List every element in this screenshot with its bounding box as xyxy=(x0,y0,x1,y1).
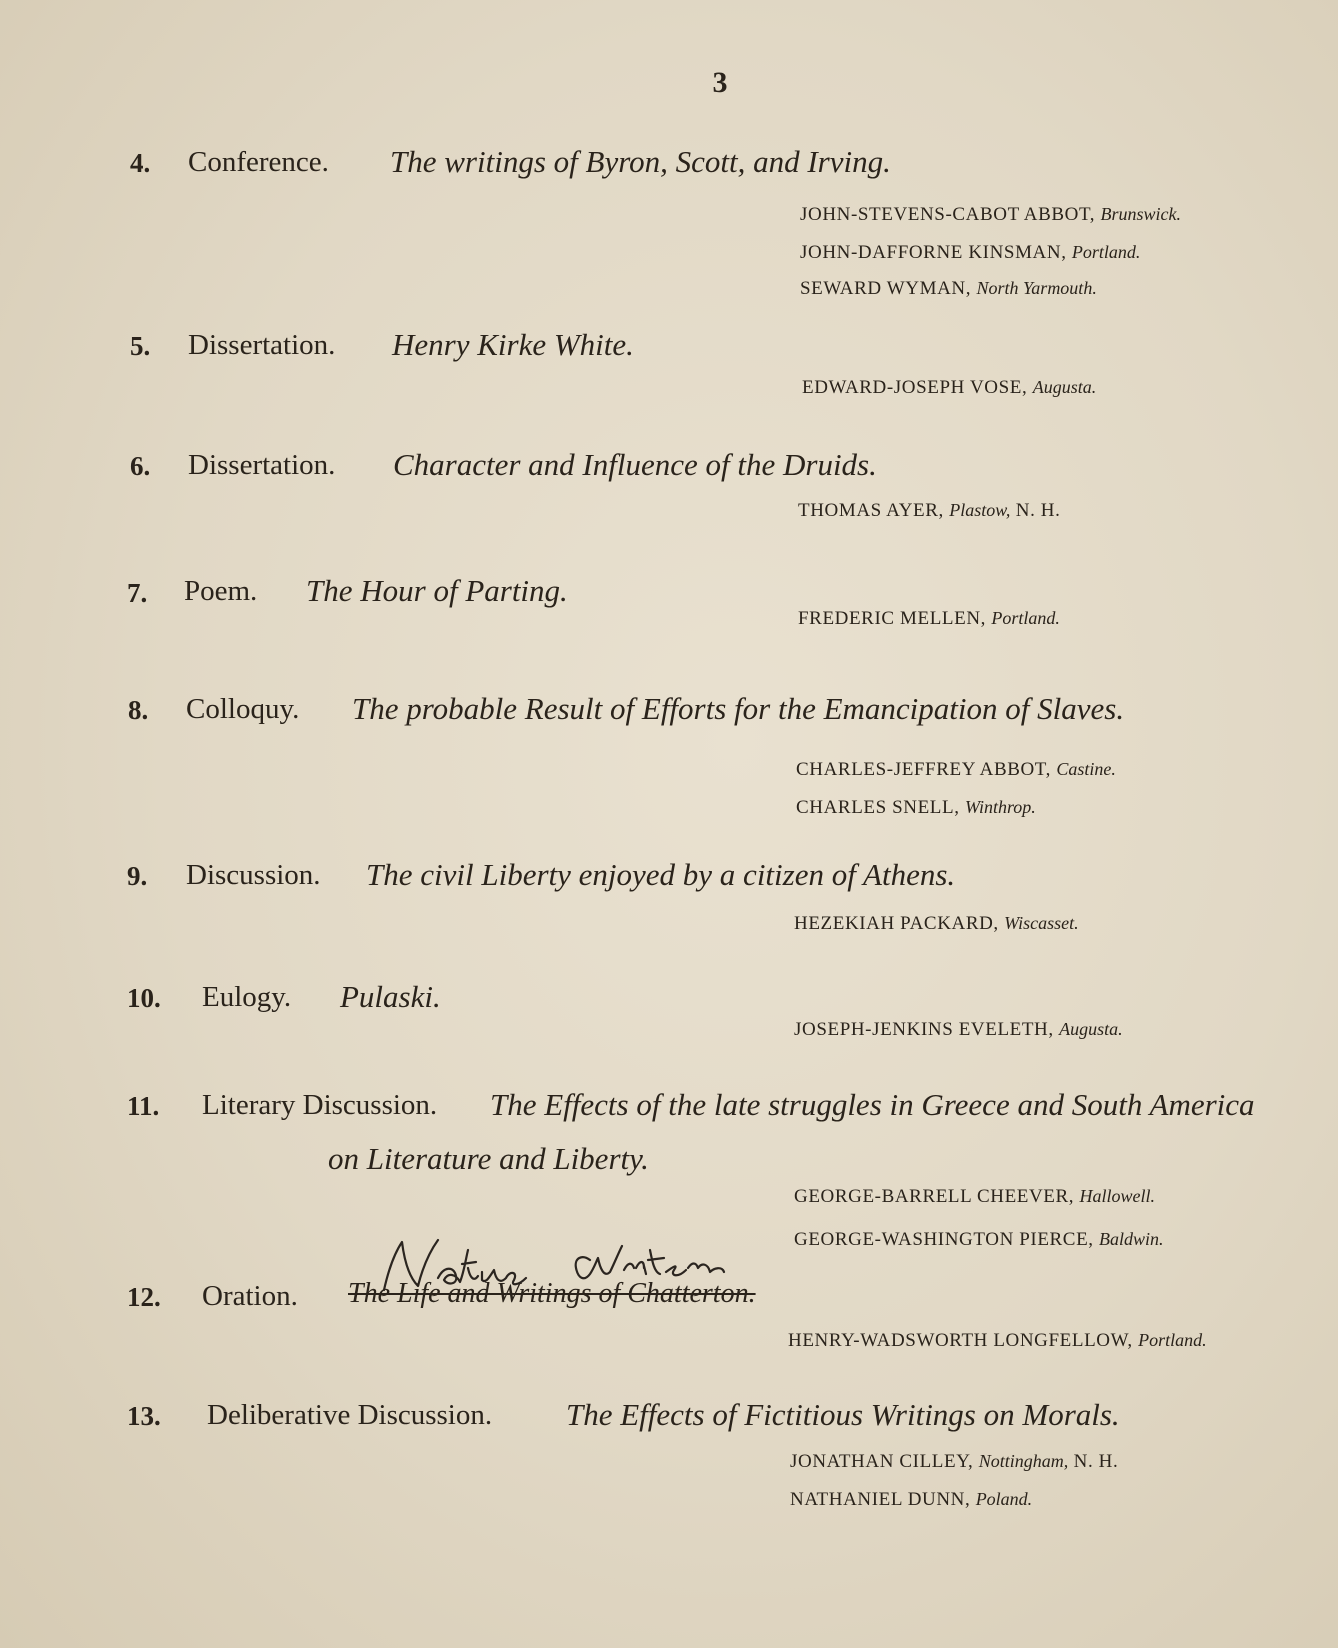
speaker-place: Wiscasset. xyxy=(1004,913,1079,933)
speaker-place: Portland. xyxy=(1071,242,1141,262)
speaker-line xyxy=(798,608,1060,630)
item-title: The probable Result of Efforts for the Emancipation of Slaves. xyxy=(352,691,1125,726)
item-title: Character and Influence of the Druids. xyxy=(393,447,877,482)
speaker-line xyxy=(790,1451,1118,1473)
item-title-struck: The Life and Writings of Chatterton. xyxy=(348,1278,756,1309)
speaker-name: HEZEKIAH PACKARD, xyxy=(794,913,999,934)
speaker-name: FREDERIC MELLEN, xyxy=(798,608,986,629)
item-number: 12. xyxy=(127,1282,161,1312)
speaker-name: JONATHAN CILLEY, xyxy=(790,1451,974,1472)
speaker-place: Hallowell. xyxy=(1079,1186,1155,1206)
item-title: The civil Liberty enjoyed by a citizen of Athens. xyxy=(366,857,956,892)
speaker-place: Brunswick. xyxy=(1100,204,1181,224)
speaker-line xyxy=(800,242,1140,264)
speaker-place: Nottingham, xyxy=(978,1451,1069,1471)
speaker-name: CHARLES-JEFFREY ABBOT, xyxy=(796,759,1051,780)
speaker-line xyxy=(802,377,1096,399)
speaker-name: GEORGE-BARRELL CHEEVER, xyxy=(794,1186,1075,1207)
speaker-line xyxy=(796,759,1116,781)
page-number: 3 xyxy=(712,66,728,99)
item-title: The Effects of the late struggles in Greece and South America xyxy=(490,1087,1255,1122)
item-genre: Dissertation. xyxy=(188,329,336,361)
speaker-name: JOSEPH-JENKINS EVELETH, xyxy=(794,1019,1054,1040)
item-genre: Conference. xyxy=(188,146,329,178)
item-title: Henry Kirke White. xyxy=(392,327,634,362)
item-genre: Poem. xyxy=(184,575,258,607)
speaker-name: HENRY-WADSWORTH LONGFELLOW, xyxy=(788,1330,1133,1351)
speaker-place: Augusta. xyxy=(1059,1019,1123,1039)
item-title-continued: on Literature and Liberty. xyxy=(328,1141,649,1176)
item-genre: Dissertation. xyxy=(188,449,336,481)
item-genre: Oration. xyxy=(202,1280,298,1312)
speaker-place: Baldwin. xyxy=(1099,1229,1164,1249)
speaker-line xyxy=(794,1019,1123,1041)
item-title: The Effects of Fictitious Writings on Morals. xyxy=(566,1397,1120,1432)
speaker-line xyxy=(788,1330,1207,1352)
speaker-place: Portland. xyxy=(1138,1330,1207,1350)
speaker-line xyxy=(800,204,1181,226)
item-number: 6. xyxy=(130,451,151,481)
speaker-line xyxy=(796,797,1036,819)
speaker-line xyxy=(798,500,1060,522)
speaker-place: Plastow, xyxy=(949,500,1011,520)
speaker-name: GEORGE-WASHINGTON PIERCE, xyxy=(794,1229,1094,1250)
item-number: 5. xyxy=(130,331,151,361)
item-genre: Eulogy. xyxy=(202,981,292,1013)
item-number: 13. xyxy=(127,1401,161,1431)
speaker-name: SEWARD WYMAN, xyxy=(800,278,972,299)
item-number: 10. xyxy=(127,983,161,1013)
speaker-line xyxy=(800,278,1097,300)
item-genre: Deliberative Discussion. xyxy=(207,1399,493,1431)
speaker-place: Winthrop. xyxy=(964,797,1036,817)
speaker-name: NATHANIEL DUNN, xyxy=(790,1489,971,1510)
speaker-place: Portland. xyxy=(991,608,1060,628)
speaker-name: JOHN-STEVENS-CABOT ABBOT, xyxy=(800,204,1096,225)
speaker-state: N. H. xyxy=(1015,500,1061,521)
speaker-name: CHARLES SNELL, xyxy=(796,797,960,818)
speaker-name: JOHN-DAFFORNE KINSMAN, xyxy=(800,242,1067,263)
speaker-state: N. H. xyxy=(1073,1451,1119,1472)
speaker-line xyxy=(794,1186,1155,1208)
speaker-place: North Yarmouth. xyxy=(976,278,1097,298)
speaker-place: Poland. xyxy=(975,1489,1033,1509)
speaker-place: Augusta. xyxy=(1032,377,1097,397)
speaker-name: THOMAS AYER, xyxy=(798,500,944,521)
speaker-name: EDWARD-JOSEPH VOSE, xyxy=(802,377,1028,398)
item-title: Pulaski. xyxy=(340,979,441,1014)
speaker-line xyxy=(790,1489,1032,1511)
speaker-line xyxy=(794,1229,1164,1251)
item-number: 8. xyxy=(128,695,149,725)
item-genre: Discussion. xyxy=(186,859,321,891)
speaker-place: Castine. xyxy=(1056,759,1116,779)
item-number: 4. xyxy=(130,148,151,178)
item-number: 7. xyxy=(127,578,148,608)
item-genre: Colloquy. xyxy=(186,693,300,725)
item-genre: Literary Discussion. xyxy=(202,1089,438,1121)
item-number: 11. xyxy=(127,1091,160,1121)
item-title: The Hour of Parting. xyxy=(306,573,568,608)
speaker-line xyxy=(794,913,1079,935)
item-title: The writings of Byron, Scott, and Irving. xyxy=(390,144,891,179)
item-number: 9. xyxy=(127,861,148,891)
